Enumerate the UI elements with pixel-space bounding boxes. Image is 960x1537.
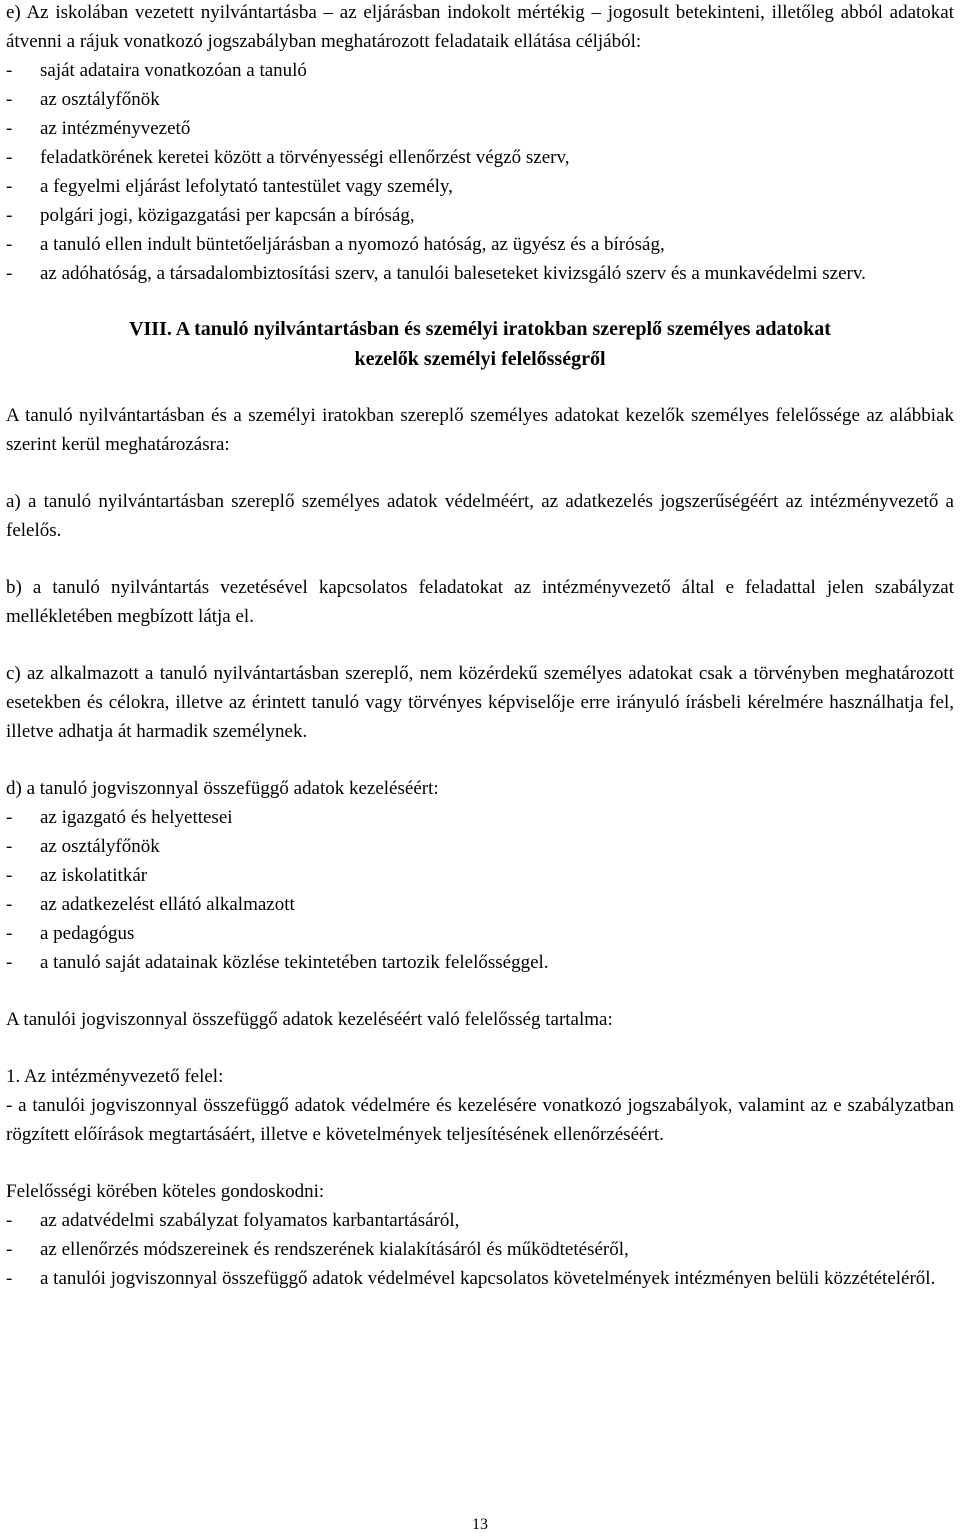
intro-list bbox=[6, 56, 954, 288]
intro-paragraph: e) Az iskolában vezetett nyilvántartásba – az eljárásban indokolt mértékig – jogosult betekinteni, illetőleg abból adatokat átvenni a rájuk vonatkozó jogszabályban meghatározott feladataik ellátása céljából: bbox=[6, 2, 954, 52]
page-number: 13 bbox=[472, 1516, 488, 1533]
list-item: - polgári jogi, közigazgatási per kapcsán a bíróság, bbox=[6, 205, 415, 226]
content-lead: A tanulói jogviszonnyal összefüggő adatok kezeléséért való felelősség tartalma: bbox=[6, 1009, 613, 1030]
list-item: - a tanulói jogviszonnyal összefüggő adatok védelmével kapcsolatos követelmények intézményen belüli közzétételéről. bbox=[6, 1268, 936, 1289]
list-item: - az intézményvezető bbox=[6, 118, 191, 139]
duty-list bbox=[6, 1206, 954, 1293]
paragraph-b: b) a tanuló nyilvántartás vezetésével kapcsolatos feladatokat az intézményvezető által e feladattal jelen szabályzat mellékletében megbízott látja el. bbox=[6, 577, 954, 627]
lead-paragraph: A tanuló nyilvántartásban és a személyi iratokban szereplő személyes adatokat kezelők személyes felelőssége az alábbiak szerint kerül meghatározásra: bbox=[6, 405, 954, 455]
document-page bbox=[6, 0, 954, 1537]
list-item: - az osztályfőnök bbox=[6, 89, 160, 110]
paragraph-d-lead: d) a tanuló jogviszonnyal összefüggő adatok kezeléséért: bbox=[6, 778, 439, 799]
list-item: - az adóhatóság, a társadalombiztosítási szerv, a tanulói baleseteket kivizsgáló szerv és a munkavédelmi szerv. bbox=[6, 263, 866, 284]
list-item: - feladatkörének keretei között a törvényességi ellenőrzést végző szerv, bbox=[6, 147, 570, 168]
list-item: - az adatvédelmi szabályzat folyamatos karbantartásáról, bbox=[6, 1210, 460, 1231]
list-item: - az adatkezelést ellátó alkalmazott bbox=[6, 894, 295, 915]
list-item: - az igazgató és helyettesei bbox=[6, 807, 233, 828]
list-item: - saját adataira vonatkozóan a tanuló bbox=[6, 60, 307, 81]
point1-text: - a tanulói jogviszonnyal összefüggő adatok védelmére és kezelésére vonatkozó jogszabályok, valamint az e szabályzatban rögzített előírások megtartásáért, illetve e követelmények teljesítésének ellenőrzéséért. bbox=[6, 1095, 954, 1145]
list-item: - az osztályfőnök bbox=[6, 836, 160, 857]
section-heading-line2: kezelők személyi felelősségről bbox=[354, 348, 606, 370]
list-item: - a fegyelmi eljárást lefolytató tantestület vagy személy, bbox=[6, 176, 453, 197]
duty-lead: Felelősségi körében köteles gondoskodni: bbox=[6, 1181, 325, 1202]
list-item: - a pedagógus bbox=[6, 923, 135, 944]
list-item: - az ellenőrzés módszereinek és rendszerének kialakításáról és működtetéséről, bbox=[6, 1239, 629, 1260]
paragraph-a: a) a tanuló nyilvántartásban szereplő személyes adatok védelméért, az adatkezelés jogszerűségéért az intézményvezető a felelős. bbox=[6, 491, 954, 541]
point1-title: 1. Az intézményvezető felel: bbox=[6, 1066, 224, 1087]
list-item: - az iskolatitkár bbox=[6, 865, 148, 886]
section-heading-line1: VIII. A tanuló nyilvántartásban és személyi iratokban szereplő személyes adatokat bbox=[129, 318, 831, 340]
responsible-list bbox=[6, 803, 954, 977]
section-heading bbox=[6, 314, 954, 374]
list-item: - a tanuló saját adatainak közlése tekintetében tartozik felelősséggel. bbox=[6, 952, 549, 973]
paragraph-c: c) az alkalmazott a tanuló nyilvántartásban szereplő, nem közérdekű személyes adatokat csak a törvényben meghatározott esetekben és célokra, illetve az érintett tanuló vagy törvényes képviselője erre irányuló írásbeli kérelmére használhatja fel, illetve adhatja át harmadik személynek. bbox=[6, 663, 954, 742]
list-item: - a tanuló ellen indult büntetőeljárásban a nyomozó hatóság, az ügyész és a bíróság, bbox=[6, 234, 665, 255]
